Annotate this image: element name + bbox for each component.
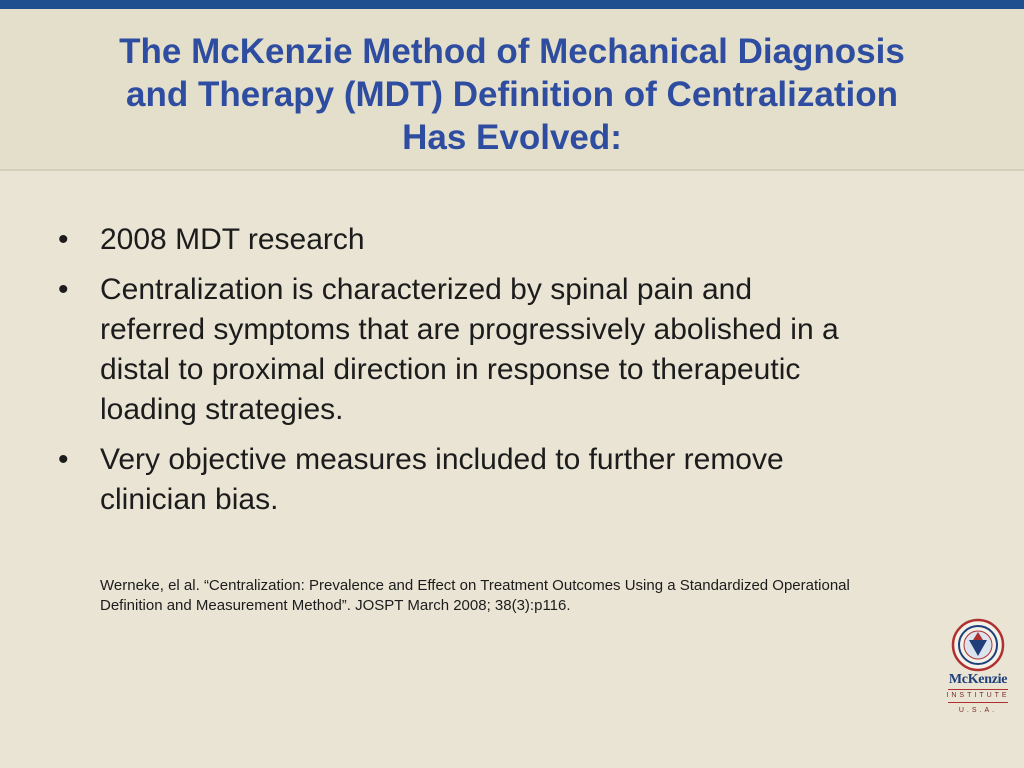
bullet-item <box>58 440 958 520</box>
bullet-text-line: loading strategies. <box>100 393 344 426</box>
bullet-text-line: clinician bias. <box>100 483 279 516</box>
slide-title <box>0 30 1024 159</box>
bullet-item <box>58 220 958 260</box>
citation-line: Werneke, el al. “Centralization: Prevalence and Effect on Treatment Outcomes Using a Standardized Operational <box>100 577 850 594</box>
logo-divider <box>948 689 1008 690</box>
bullet-text-line: Centralization is characterized by spinal pain and <box>100 273 753 306</box>
bullet-text-line: distal to proximal direction in response to therapeutic <box>100 353 801 386</box>
logo-institute: INSTITUTE <box>946 692 1010 699</box>
bullet-dot: • <box>58 273 69 306</box>
mckenzie-seal-icon <box>942 618 1012 718</box>
title-line: Has Evolved: <box>402 118 622 157</box>
bullet-text-line: Very objective measures included to further remove <box>100 443 784 476</box>
bullet-dot: • <box>58 443 69 476</box>
bullet-dot: • <box>58 223 69 256</box>
citation-line: Definition and Measurement Method”. JOSPT March 2008; 38(3):p116. <box>100 597 571 614</box>
bullet-item <box>58 270 958 430</box>
top-accent-bar <box>0 0 1024 9</box>
logo-name: McKenzie <box>948 672 1008 687</box>
title-line: and Therapy (MDT) Definition of Centralization <box>126 75 898 114</box>
citation <box>100 576 980 616</box>
logo-divider <box>948 702 1008 703</box>
bullet-text-line: referred symptoms that are progressively abolished in a <box>100 313 839 346</box>
bullet-list <box>58 220 958 530</box>
logo-country: U.S.A. <box>958 707 998 714</box>
bullet-text-line: 2008 MDT research <box>100 223 365 256</box>
title-line: The McKenzie Method of Mechanical Diagnosis <box>119 32 905 71</box>
